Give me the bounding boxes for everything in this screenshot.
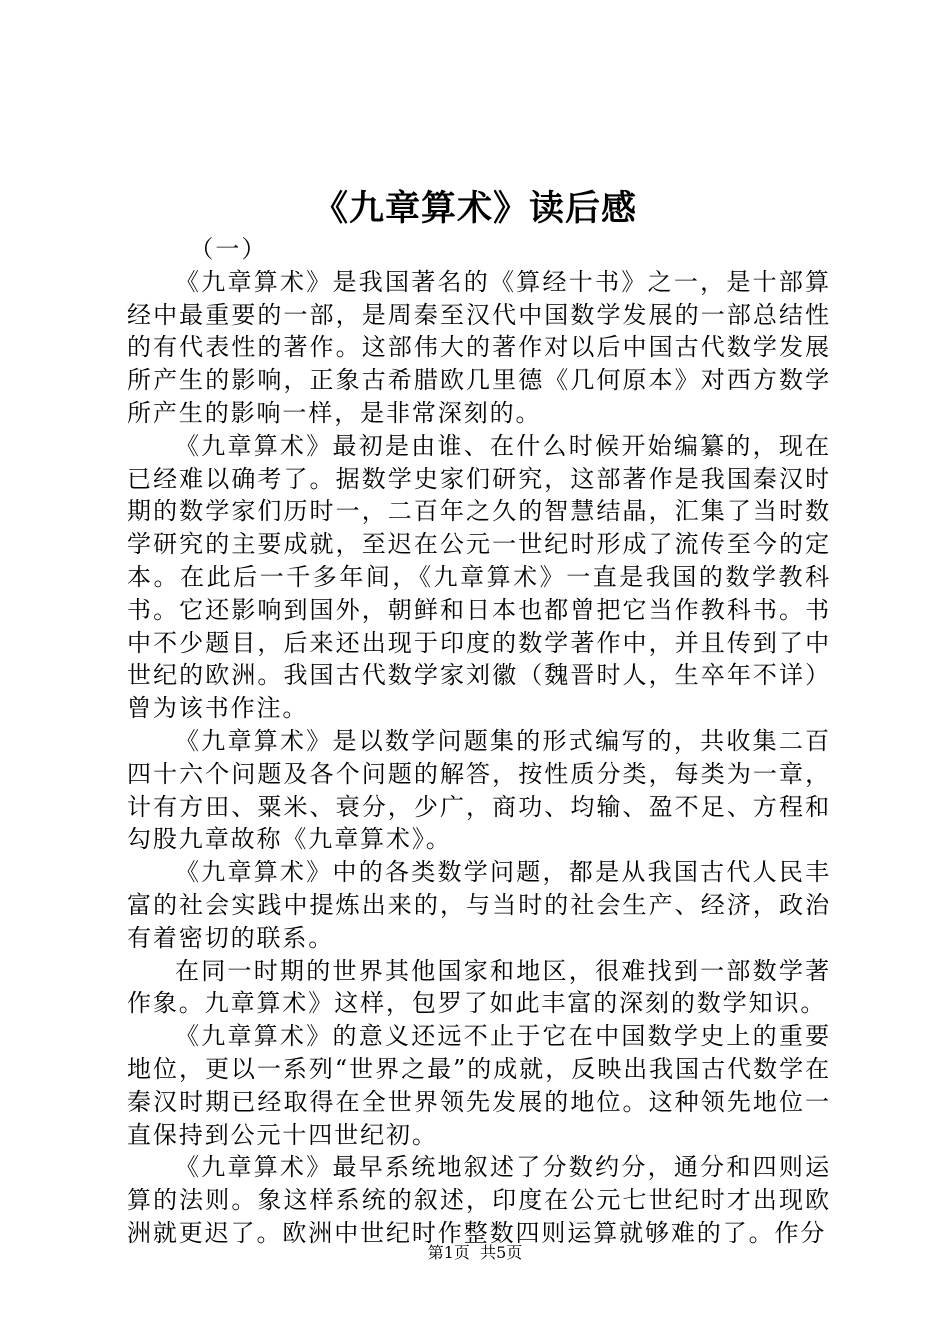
document-title: 《九章算术》读后感: [312, 188, 637, 229]
page-footer: [0, 1241, 950, 1265]
paragraph-1: 《九章算术》是我国著名的《算经十书》之一，是十部算经中最重要的一部，是周秦至汉代中国数学发展的一部总结性的有代表性的著作。这部伟大的著作对以后中国古代数学发展所产生的影响，正象古希腊欧几里德《几何原本》对西方数学所产生的影响一样，是非常深刻的。: [127, 267, 831, 427]
paragraph-7: 《九章算术》最早系统地叙述了分数约分，通分和四则运算的法则。象这样系统的叙述，印度在公元七世纪时才出现欧洲就更迟了。欧洲中世纪时作整数四则运算就够难的了。作分: [127, 1153, 831, 1247]
paragraph-4: 《九章算术》中的各类数学问题，都是从我国古代人民丰富的社会实践中提炼出来的，与当时的社会生产、经济，政治有着密切的联系。: [127, 858, 831, 952]
paragraph-3: 《九章算术》是以数学问题集的形式编写的，共收集二百四十六个问题及各个问题的解答，按性质分类，每类为一章，计有方田、粟米、衰分，少广，商功、均输、盈不足、方程和勾股九章故称《九章算术》。: [127, 726, 831, 854]
paragraph-6: 《九章算术》的意义还远不止于它在中国数学史上的重要地位，更以一系列“世界之最”的成就，反映出我国古代数学在秦汉时期已经取得在全世界领先发展的地位。这种领先地位一直保持到公元十四世纪初。: [127, 1022, 831, 1149]
paragraph-2: 《九章算术》最初是由谁、在什么时候开始编纂的，现在已经难以确考了。据数学史家们研究，这部著作是我国秦汉时期的数学家们历时一，二百年之久的智慧结晶，汇集了当时数学研究的主要成就，至迟在公元一世纪时形成了流传至今的定本。在此后一千多年间，《九章算术》一直是我国的数学教科书。它还影响到国外，朝鲜和日本也都曾把它当作教科书。书中不少题目，后来还出现于印度的数学著作中，并且传到了中世纪的欧洲。我国古代数学家刘徽（魏晋时人，生卒年不详）曾为该书作注。: [127, 431, 831, 723]
page-indicator: 第1页 共5页: [427, 1243, 523, 1262]
section-marker: （一）: [189, 235, 268, 263]
document-body: [127, 233, 831, 1250]
paragraph-5: 在同一时期的世界其他国家和地区，很难找到一部数学著作象。九章算术》这样，包罗了如此丰富的深刻的数学知识。: [127, 956, 831, 1018]
